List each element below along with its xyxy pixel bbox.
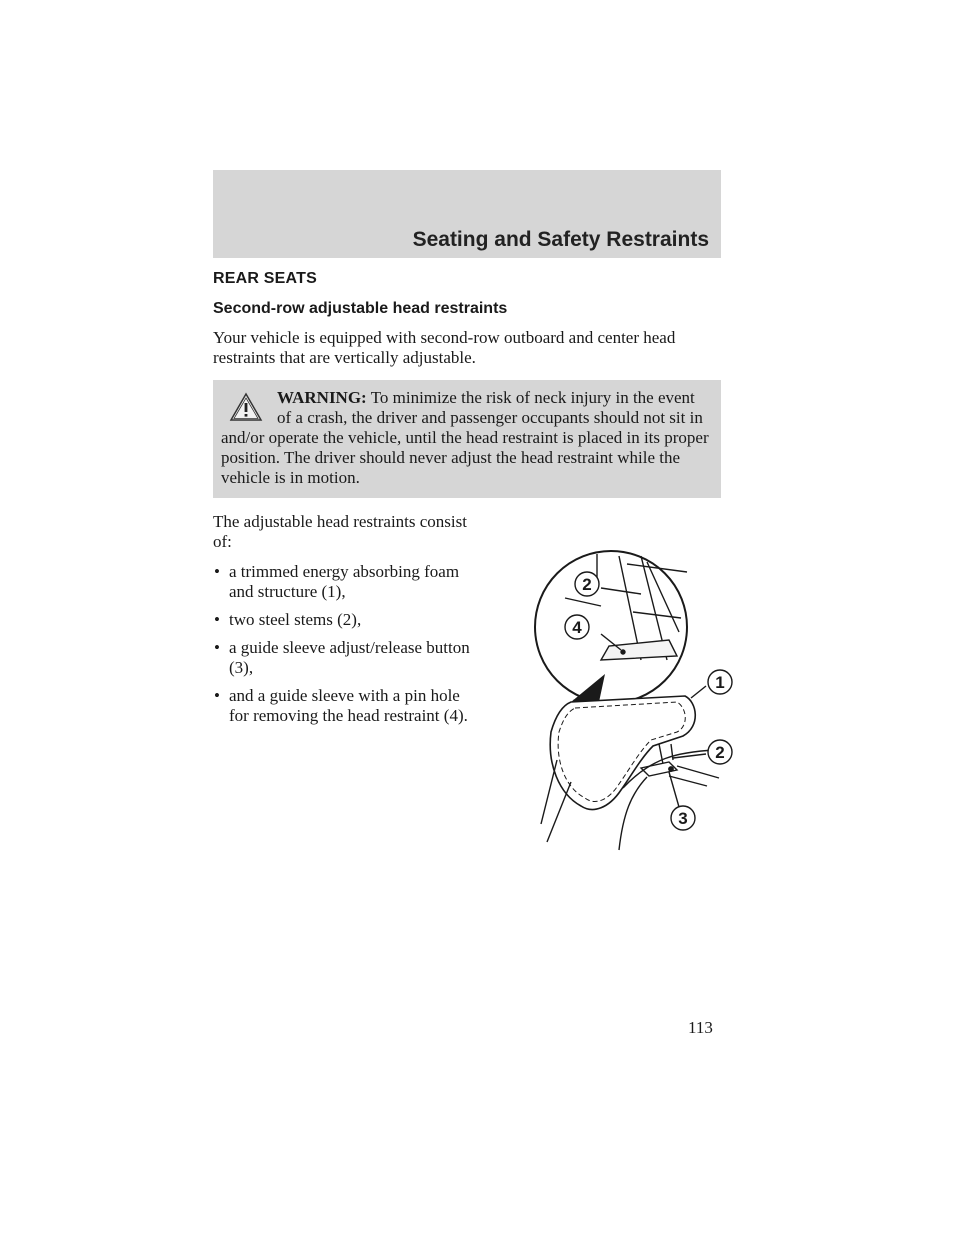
section-title: Seating and Safety Restraints: [412, 228, 709, 251]
callout-1: 1: [715, 673, 725, 692]
warning-triangle-icon: [229, 392, 263, 422]
warning-box: [213, 380, 721, 498]
warning-label: WARNING:: [277, 388, 367, 407]
callout-2-top: 2: [582, 575, 592, 594]
list-item: • a trimmed energy absorbing foam and structure (1),: [214, 562, 460, 601]
page-number: 113: [688, 1018, 713, 1037]
components-intro: The adjustable head restraints consist of:: [213, 512, 467, 551]
section-header-band: [213, 170, 721, 258]
callout-4: 4: [572, 618, 582, 637]
callout-3: 3: [678, 809, 688, 828]
rear-seats-heading: REAR SEATS: [213, 270, 317, 287]
list-item: • and a guide sleeve with a pin hole for removing the head restraint (4).: [214, 686, 468, 725]
warning-text: To minimize the risk of neck injury in the event of a crash, the driver and passenger occupants should not sit in and/or operate the vehicle, until the head restraint is placed in its proper position. The driver should never adjust the head restraint while the vehicle is in motion.: [221, 388, 709, 487]
page-content: [213, 270, 725, 828]
list-item: • two steel stems (2),: [214, 610, 362, 629]
components-section: [213, 512, 725, 828]
callout-2-bottom: 2: [715, 743, 725, 762]
head-restraints-subheading: Second-row adjustable head restraints: [213, 300, 508, 317]
intro-paragraph: Your vehicle is equipped with second-row outboard and center head restraints that are vertically adjustable.: [213, 328, 676, 367]
head-restraint-illustration: [501, 532, 761, 882]
components-list: [213, 562, 483, 726]
list-item: • a guide sleeve adjust/release button (3),: [214, 638, 470, 677]
